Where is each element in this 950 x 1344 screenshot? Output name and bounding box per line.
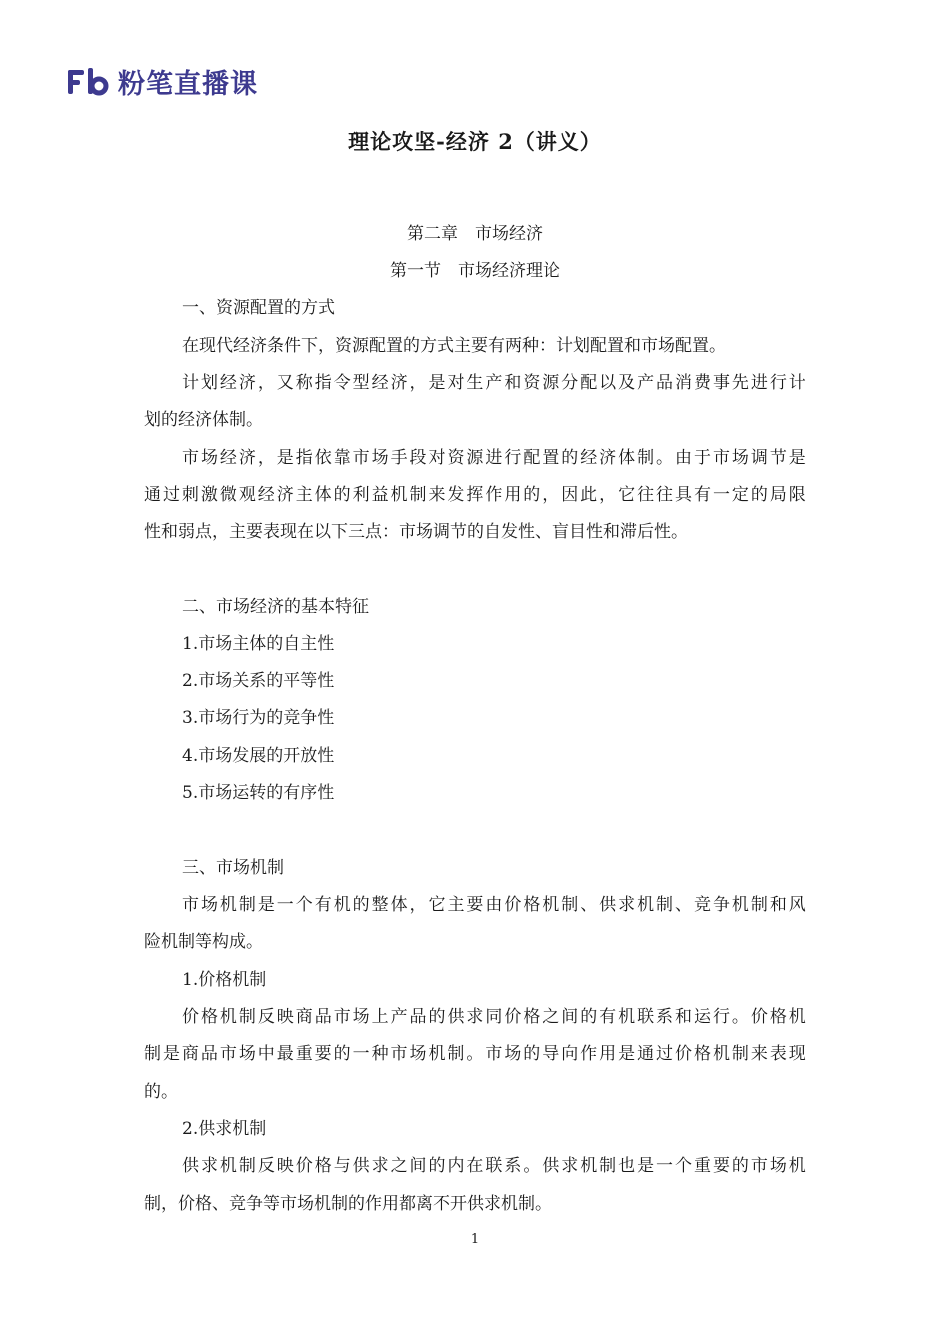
paragraph-line: 计划经济，又称指令型经济，是对生产和资源分配以及产品消费事先进行计 bbox=[182, 373, 806, 393]
paragraph-line: 划的经济体制。 bbox=[144, 410, 263, 430]
paragraph-line: 险机制等构成。 bbox=[144, 932, 263, 952]
document-title: 理论攻坚-经济 2（讲义） bbox=[348, 129, 602, 154]
list-item: 3.市场行为的竞争性 bbox=[182, 708, 335, 728]
paragraph-line: 市场机制是一个有机的整体，它主要由价格机制、供求机制、竞争机制和风 bbox=[182, 895, 806, 915]
paragraph-line: 制是商品市场中最重要的一种市场机制。市场的导向作用是通过价格机制来表现 bbox=[144, 1044, 806, 1064]
paragraph-line: 市场经济，是指依靠市场手段对资源进行配置的经济体制。由于市场调节是 bbox=[182, 448, 806, 468]
section-heading: 第一节 市场经济理论 bbox=[390, 261, 560, 281]
subheading-price-mechanism: 1.价格机制 bbox=[182, 970, 267, 990]
heading-resource-allocation: 一、资源配置的方式 bbox=[182, 298, 335, 318]
paragraph-line: 的。 bbox=[144, 1082, 178, 1102]
heading-market-mechanism: 三、市场机制 bbox=[182, 858, 284, 878]
chapter-heading: 第二章 市场经济 bbox=[407, 224, 543, 244]
paragraph-line: 价格机制反映商品市场上产品的供求同价格之间的有机联系和运行。价格机 bbox=[182, 1007, 806, 1027]
paragraph-line: 在现代经济条件下，资源配置的方式主要有两种：计划配置和市场配置。 bbox=[182, 336, 726, 356]
paragraph-line: 性和弱点，主要表现在以下三点：市场调节的自发性、盲目性和滞后性。 bbox=[144, 522, 688, 542]
page-number: 1 bbox=[470, 1232, 480, 1247]
subheading-supply-demand: 2.供求机制 bbox=[182, 1119, 267, 1139]
fenbi-logo-icon bbox=[66, 66, 110, 96]
list-item: 1.市场主体的自主性 bbox=[182, 634, 335, 654]
paragraph-line: 制，价格、竞争等市场机制的作用都离不开供求机制。 bbox=[144, 1194, 552, 1214]
paragraph-line: 通过刺激微观经济主体的利益机制来发挥作用的，因此，它往往具有一定的局限 bbox=[144, 485, 806, 505]
list-item: 2.市场关系的平等性 bbox=[182, 671, 335, 691]
paragraph-line: 供求机制反映价格与供求之间的内在联系。供求机制也是一个重要的市场机 bbox=[182, 1156, 806, 1176]
brand-name: 粉笔直播课 bbox=[118, 68, 258, 100]
brand-logo bbox=[66, 64, 258, 98]
heading-market-features: 二、市场经济的基本特征 bbox=[182, 597, 369, 617]
list-item: 4.市场发展的开放性 bbox=[182, 746, 335, 766]
list-item: 5.市场运转的有序性 bbox=[182, 783, 335, 803]
